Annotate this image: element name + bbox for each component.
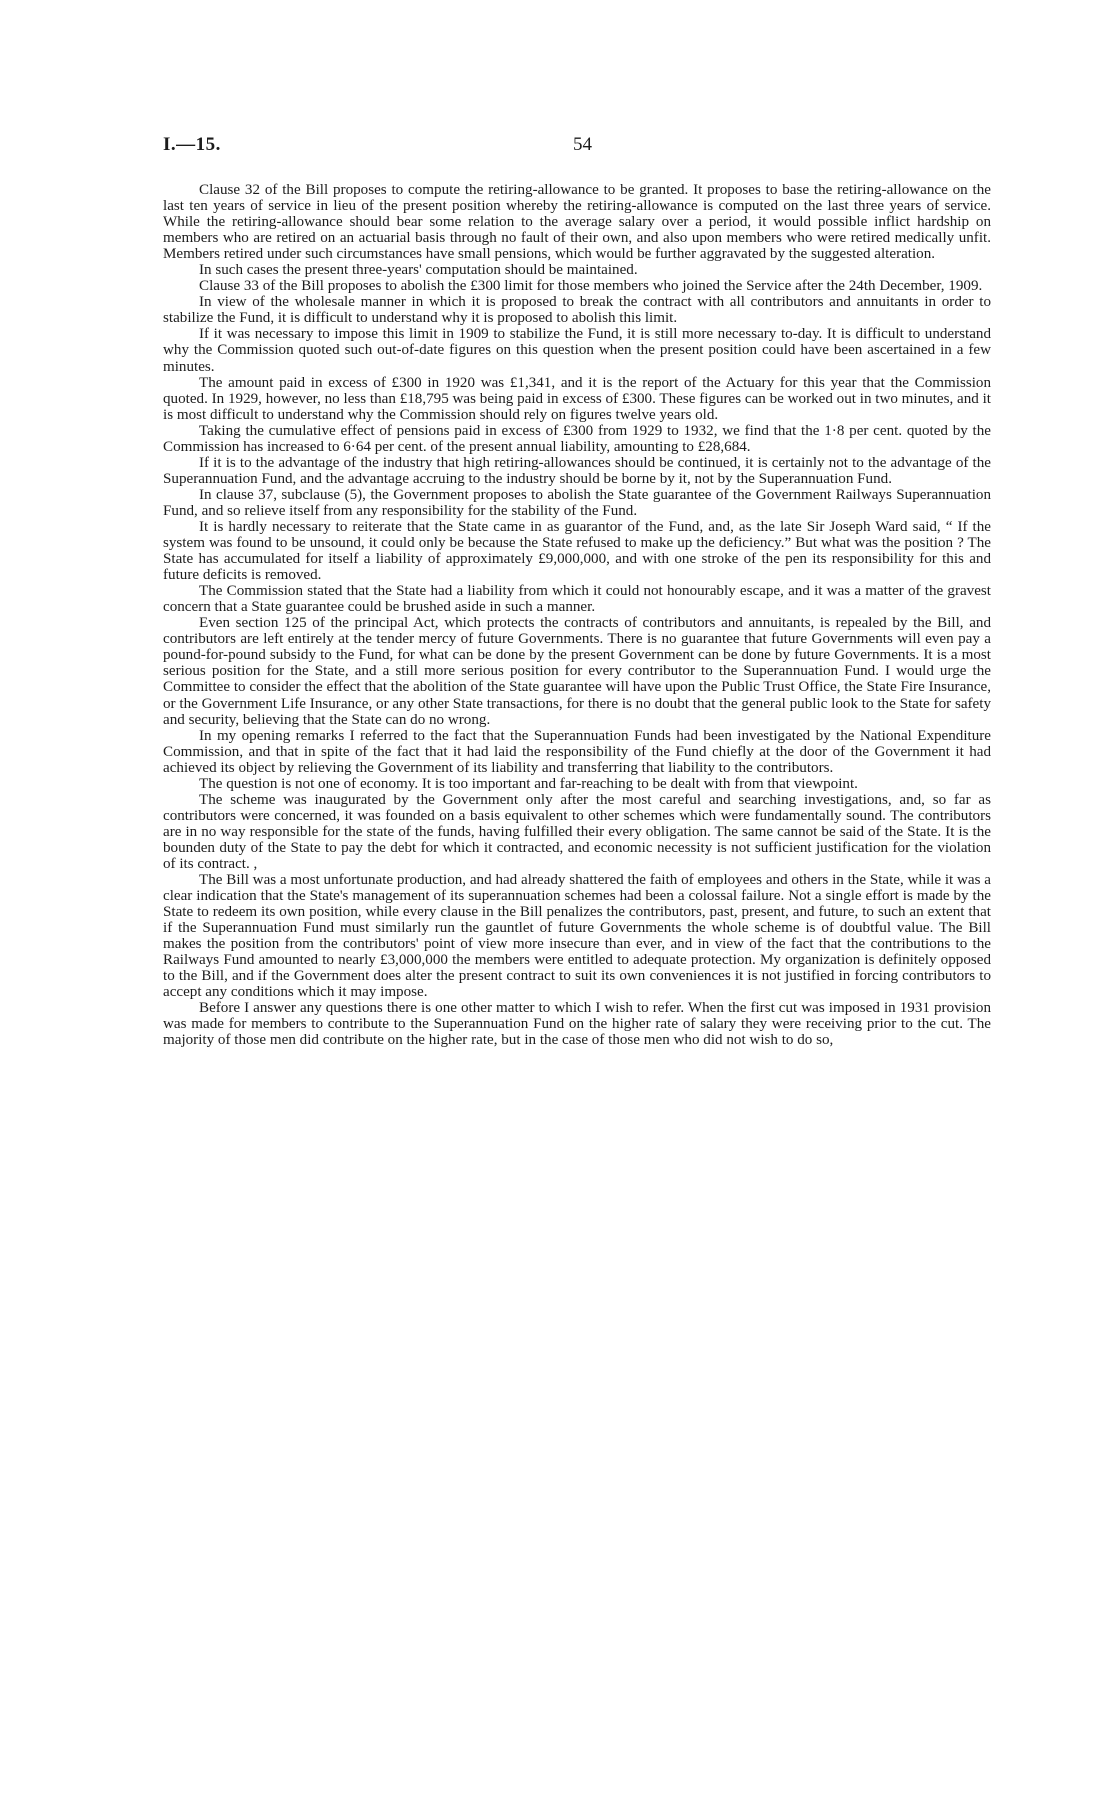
- paragraph: The question is not one of economy. It is too important and far-reaching to be dealt with from that viewpoint.: [199, 775, 858, 792]
- paragraph: The Commission stated that the State had a liability from which it could not honourably escape, and it was a matter of the gravest concern that a State guarantee could be brushed aside in such a manner.: [163, 583, 991, 616]
- paragraph: The scheme was inaugurated by the Government only after the most careful and searching investigations, and, so far as contributors were concerned, it was founded on a basis equivalent to other schemes which were fundamentally sound. The contributors are in no way responsible for the state of the funds, having fulfilled their every obligation. The same cannot be said of the State. It is the bounden duty of the State to pay the debt for which it contracted, and economic necessity is not sufficient justification for the violation of its contract. ,: [163, 791, 991, 872]
- paragraph: In my opening remarks I referred to the fact that the Superannuation Funds had been investigated by the National Expenditure Commission, and that in spite of the fact that it had laid the responsibility of the Fund chiefly at the door of the Government it had achieved its object by relieving the Government of its liability and transferring that liability to the contributors.: [163, 727, 991, 776]
- document-reference: I.—15.: [163, 134, 221, 155]
- paragraph: The Bill was a most unfortunate production, and had already shattered the faith of employees and others in the State, while it was a clear indication that the State's management of its superannuation schemes had been a colossal failure. Not a single effort is made by the State to redeem its own position, while every clause in the Bill penalizes the contributors, past, present, and future, to such an extent that if the Superannuation Fund must similarly run the gauntlet of future Governments the whole scheme is of doubtful value. The Bill makes the position from the contributors' point of view more insecure than ever, and in view of the fact that the contributions to the Railways Fund amounted to nearly £3,000,000 the members were entitled to adequate protection. My organization is definitely opposed to the Bill, and if the Government does alter the present contract to suit its own conveniences it is not justified in forcing contributors to accept any conditions which it may impose.: [163, 872, 991, 1001]
- paragraph: Even section 125 of the principal Act, which protects the contracts of contributors and annuitants, is repealed by the Bill, and contributors are left entirely at the tender mercy of future Governments. There is no guarantee that future Governments will even pay a pound-for-pound subsidy to the Fund, for what can be done by the present Government can be done by future Governments. It is a most serious position for the State, and a still more serious position for every contributor to the Superannuation Fund. I would urge the Committee to consider the effect that the abolition of the State guarantee will have upon the Public Trust Office, the State Fire Insurance, or the Government Life Insurance, or any other State transactions, for there is no doubt that the general public look to the State for safety and security, believing that the State can do no wrong.: [163, 615, 991, 728]
- paragraph: It is hardly necessary to reiterate that the State came in as guarantor of the Fund, and, as the late Sir Joseph Ward said, “ If the system was found to be unsound, it could only be because the State refused to make up the deficiency.” But what was the position ? The State has accumulated for itself a liability of approximately £9,000,000, and with one stroke of the pen its responsibility for this and future deficits is removed.: [163, 518, 991, 584]
- body-text: [163, 182, 991, 1049]
- paragraph: In such cases the present three-years' computation should be maintained.: [199, 262, 638, 279]
- page-header: [163, 134, 999, 160]
- paragraph: If it is to the advantage of the industry that high retiring-allowances should be continued, it is certainly not to the advantage of the Superannuation Fund, and the advantage accruing to the industry should be borne by it, not by the Superannuation Fund.: [163, 454, 991, 487]
- paragraph: In view of the wholesale manner in which it is proposed to break the contract with all contributors and annuitants in order to stabilize the Fund, it is difficult to understand why it is proposed to abolish this limit.: [163, 294, 991, 327]
- paragraph: In clause 37, subclause (5), the Government proposes to abolish the State guarantee of the Government Railways Superannuation Fund, and so relieve itself from any responsibility for the stability of the Fund.: [163, 486, 991, 519]
- paragraph: Clause 32 of the Bill proposes to compute the retiring-allowance to be granted. It proposes to base the retiring-allowance on the last ten years of service in lieu of the present position whereby the retiring-allowance is computed on the last three years of service. While the retiring-allowance should bear some relation to the average salary over a period, it would possible inflict hardship on members who are retired on an actuarial basis through no fault of their own, and also upon members who were retired medically unfit. Members retired under such circumstances have small pensions, which would be further aggravated by the suggested alteration.: [163, 182, 991, 263]
- page-number: 54: [573, 134, 592, 155]
- paragraph: Clause 33 of the Bill proposes to abolish the £300 limit for those members who joined the Service after the 24th December, 1909.: [199, 278, 983, 295]
- paragraph: Before I answer any questions there is one other matter to which I wish to refer. When the first cut was imposed in 1931 provision was made for members to contribute to the Superannuation Fund on the higher rate of salary they were receiving prior to the cut. The majority of those men did contribute on the higher rate, but in the case of those men who did not wish to do so,: [163, 1000, 991, 1049]
- paragraph: The amount paid in excess of £300 in 1920 was £1,341, and it is the report of the Actuary for this year that the Commission quoted. In 1929, however, no less than £18,795 was being paid in excess of £300. These figures can be worked out in two minutes, and it is most difficult to understand why the Commission should rely on figures twelve years old.: [163, 374, 991, 423]
- paragraph: Taking the cumulative effect of pensions paid in excess of £300 from 1929 to 1932, we find that the 1·8 per cent. quoted by the Commission has increased to 6·64 per cent. of the present annual liability, amounting to £28,684.: [163, 422, 991, 455]
- paragraph: If it was necessary to impose this limit in 1909 to stabilize the Fund, it is still more necessary to-day. It is difficult to understand why the Commission quoted such out-of-date figures on this question when the present position could have been ascertained in a few minutes.: [163, 326, 991, 375]
